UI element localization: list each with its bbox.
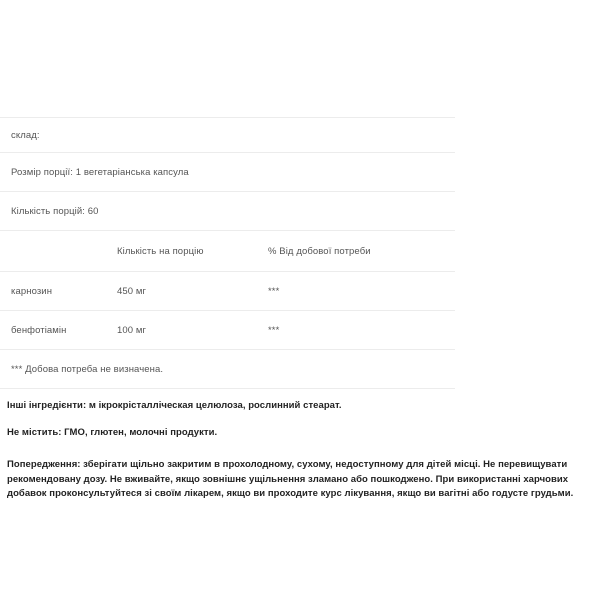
table-header-row: [0, 231, 455, 272]
table-row-footnote: [0, 350, 455, 389]
column-header-percent-daily-value: % Від добової потреби: [268, 245, 371, 257]
supplement-facts-table: [0, 117, 455, 389]
table-row-servings-per-container: [0, 192, 455, 231]
warning-text: Попередження: зберігати щільно закритим в прохолодному, сухому, недоступному для дітей місці. Не перевищувати рекомендовану дозу. Не вживайте, якщо зовнішнє ущільнення зламано або пошкоджено. При використанні харчових добавок проконсультуйтеся зі своїм лікарем, якщо ви проходите курс лікування, якщо ви вагітні або годусте грудьми.: [7, 459, 574, 500]
servings-per-container-text: Кількість порцій: 60: [11, 205, 99, 217]
daily-value-footnote: *** Добова потреба не визначена.: [11, 363, 164, 375]
supplement-facts-heading: склад:: [11, 129, 40, 141]
ingredient-name: карнозин: [11, 285, 53, 297]
table-row: [0, 272, 455, 311]
ingredient-amount: 100 мг: [117, 324, 147, 336]
ingredient-name: бенфотіамін: [11, 324, 67, 336]
column-header-name: [0, 231, 117, 272]
ingredient-daily-value: ***: [268, 324, 280, 336]
ingredient-daily-value: ***: [268, 285, 280, 297]
column-header-amount-per-serving: Кількість на порцію: [117, 245, 204, 257]
table-row: [0, 311, 455, 350]
contains-none-text: Не містить: ГМО, глютен, молочні продукти.: [7, 427, 218, 438]
other-ingredients-text: Інші інгредієнти: м ікрокрісталліческая целюлоза, рослинний стеарат.: [7, 400, 342, 411]
table-row-serving-size: [0, 153, 455, 192]
ingredient-amount: 450 мг: [117, 285, 147, 297]
table-row-title: [0, 118, 455, 153]
serving-size-text: Розмір порції: 1 вегетаріанська капсула: [11, 166, 189, 178]
